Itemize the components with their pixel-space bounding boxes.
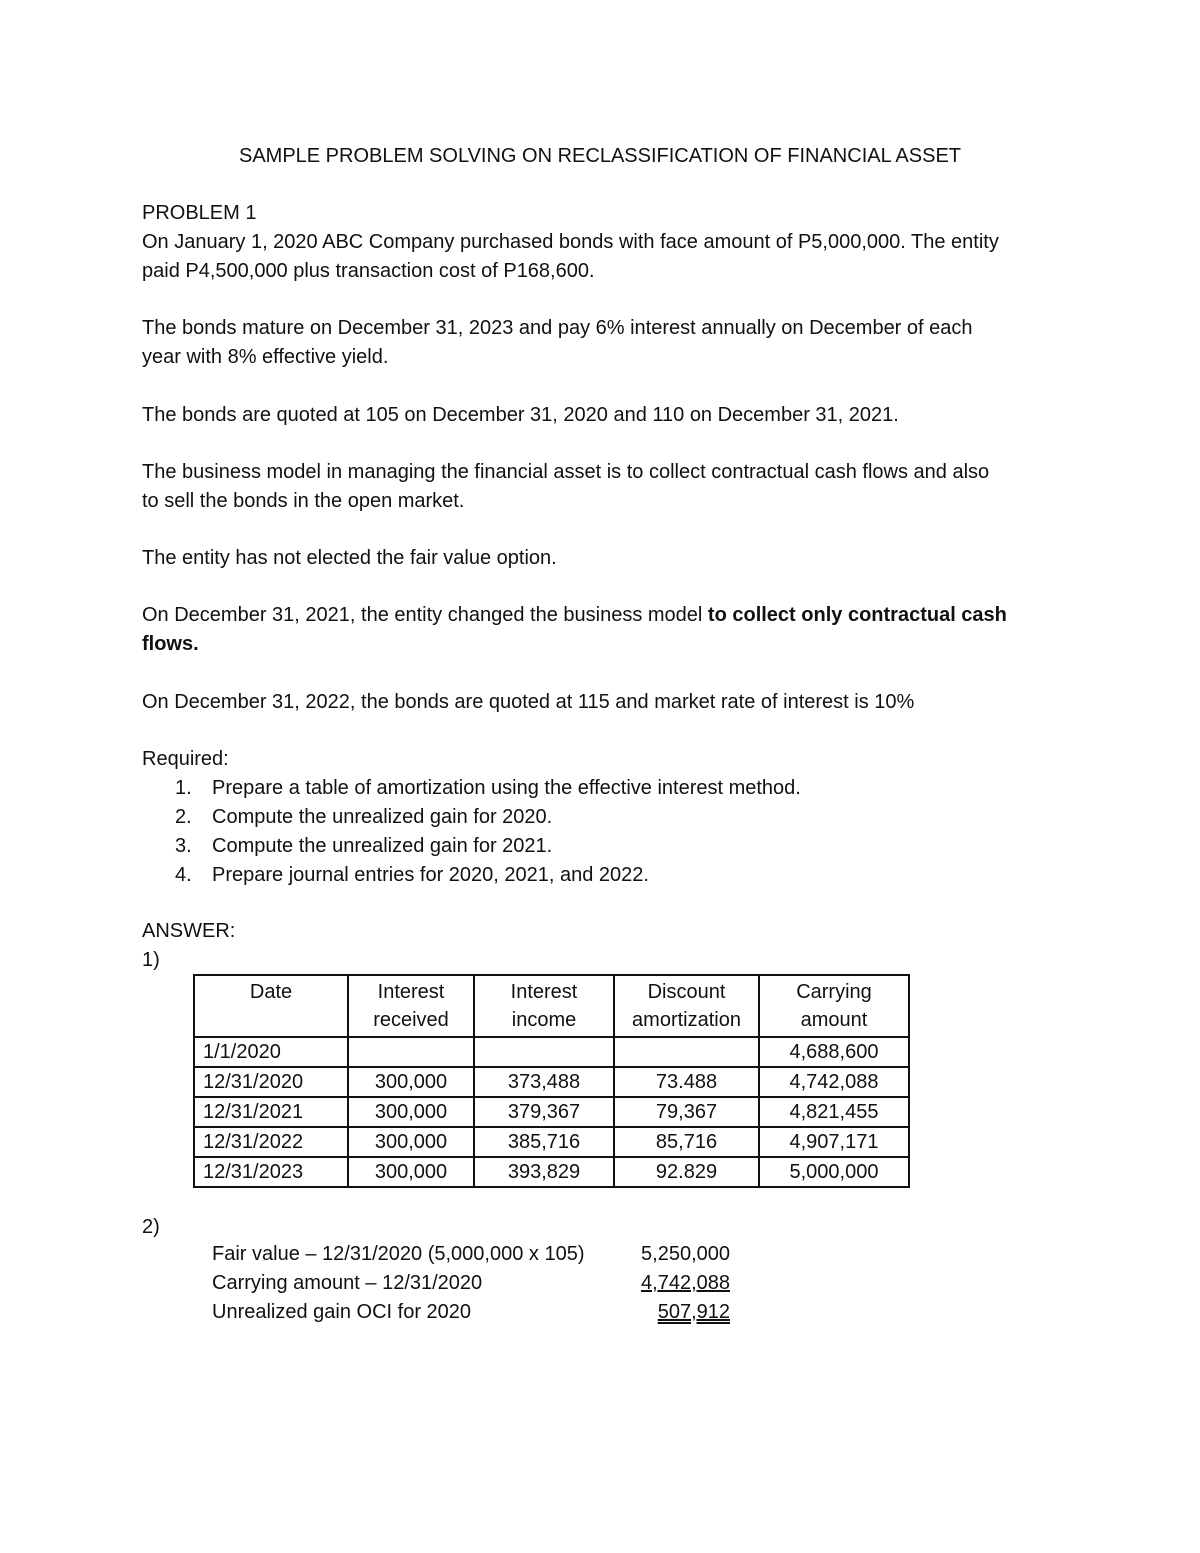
list-item — [175, 832, 1055, 861]
paragraph-line: paid P4,500,000 plus transaction cost of P168,600. — [142, 260, 595, 282]
paragraph-line: The business model in managing the financial asset is to collect contractual cash flows and also — [142, 461, 990, 483]
table-cell: 4,742,088 — [759, 1067, 909, 1097]
calc-row-unrealized-gain — [212, 1298, 752, 1327]
part1-label: 1) — [142, 949, 160, 971]
paragraph-fair-value-option: The entity has not elected the fair value option. — [142, 547, 557, 569]
part2-label: 2) — [142, 1216, 160, 1238]
table-row — [194, 1097, 909, 1127]
table-cell: 300,000 — [348, 1067, 474, 1097]
calc-amount: 507,912 — [657, 1301, 730, 1323]
calc-row-fair-value — [212, 1240, 752, 1269]
paragraph-model-change — [142, 601, 1062, 659]
problem-heading: PROBLEM 1 — [142, 202, 257, 224]
column-header: Interest income — [474, 975, 614, 1037]
table-cell: 12/31/2023 — [194, 1157, 348, 1187]
table-row — [194, 1067, 909, 1097]
column-header: Carrying amount — [759, 975, 909, 1037]
plain-text: On December 31, 2021, the entity changed the business model — [142, 604, 708, 626]
table-cell: 4,907,171 — [759, 1127, 909, 1157]
table-cell: 300,000 — [348, 1097, 474, 1127]
amortization-table — [193, 974, 910, 1188]
list-item — [175, 861, 1055, 890]
calc-label: Carrying amount – 12/31/2020 — [212, 1272, 483, 1294]
table-cell: 1/1/2020 — [194, 1037, 348, 1067]
paragraph-maturity — [142, 314, 1062, 372]
unrealized-gain-computation — [212, 1240, 752, 1327]
calc-label: Unrealized gain OCI for 2020 — [212, 1301, 472, 1323]
calc-amount: 4,742,088 — [641, 1272, 730, 1294]
paragraph-line — [142, 601, 1062, 630]
paragraph-line: On January 1, 2020 ABC Company purchased bonds with face amount of P5,000,000. The entity — [142, 231, 999, 253]
table-cell — [474, 1037, 614, 1067]
column-header: Date — [194, 975, 348, 1037]
table-cell: 12/31/2020 — [194, 1067, 348, 1097]
paragraph-quotes: The bonds are quoted at 105 on December 31, 2020 and 110 on December 31, 2021. — [142, 404, 899, 426]
table-row — [194, 1037, 909, 1067]
calc-amount: 5,250,000 — [641, 1243, 730, 1265]
list-item — [175, 803, 1055, 832]
list-text: Compute the unrealized gain for 2021. — [212, 835, 553, 857]
table-cell: 373,488 — [474, 1067, 614, 1097]
column-header: Interest received — [348, 975, 474, 1037]
table-cell: 5,000,000 — [759, 1157, 909, 1187]
table-cell: 79,367 — [614, 1097, 759, 1127]
paragraph-line — [142, 630, 1062, 659]
list-text: Prepare a table of amortization using the effective interest method. — [212, 777, 801, 799]
table-cell: 92.829 — [614, 1157, 759, 1187]
table-cell: 300,000 — [348, 1157, 474, 1187]
answer-heading: ANSWER: — [142, 920, 236, 942]
table-row — [194, 1157, 909, 1187]
table-cell: 379,367 — [474, 1097, 614, 1127]
paragraph-line: year with 8% effective yield. — [142, 346, 389, 368]
table-cell: 393,829 — [474, 1157, 614, 1187]
table-cell: 12/31/2022 — [194, 1127, 348, 1157]
table-cell — [614, 1037, 759, 1067]
calc-row-carrying-amount — [212, 1269, 752, 1298]
table-header-row — [194, 975, 909, 1037]
table-cell: 85,716 — [614, 1127, 759, 1157]
table-cell: 4,821,455 — [759, 1097, 909, 1127]
paragraph-line: to sell the bonds in the open market. — [142, 490, 465, 512]
paragraph-purchase — [142, 228, 1062, 286]
list-text: Prepare journal entries for 2020, 2021, and 2022. — [212, 864, 649, 886]
table-cell: 4,688,600 — [759, 1037, 909, 1067]
bold-text: flows. — [142, 633, 199, 655]
required-heading: Required: — [142, 748, 229, 770]
table-cell: 73.488 — [614, 1067, 759, 1097]
table-cell: 385,716 — [474, 1127, 614, 1157]
paragraph-2022-quote: On December 31, 2022, the bonds are quoted at 115 and market rate of interest is 10% — [142, 691, 915, 713]
calc-label: Fair value – 12/31/2020 (5,000,000 x 105) — [212, 1243, 585, 1265]
paragraph-business-model — [142, 458, 1062, 516]
list-number: 3. — [175, 835, 192, 857]
table-cell: 12/31/2021 — [194, 1097, 348, 1127]
list-text: Compute the unrealized gain for 2020. — [212, 806, 553, 828]
list-number: 1. — [175, 777, 192, 799]
document-title: SAMPLE PROBLEM SOLVING ON RECLASSIFICATION OF FINANCIAL ASSET — [238, 145, 961, 167]
list-item — [175, 774, 1055, 803]
table-cell — [348, 1037, 474, 1067]
table-row — [194, 1127, 909, 1157]
column-header: Discount amortization — [614, 975, 759, 1037]
list-number: 4. — [175, 864, 192, 886]
required-list — [175, 774, 1055, 890]
list-number: 2. — [175, 806, 192, 828]
bold-text: to collect only contractual cash — [707, 604, 1007, 626]
table-cell: 300,000 — [348, 1127, 474, 1157]
paragraph-line: The bonds mature on December 31, 2023 and pay 6% interest annually on December of each — [142, 317, 973, 339]
